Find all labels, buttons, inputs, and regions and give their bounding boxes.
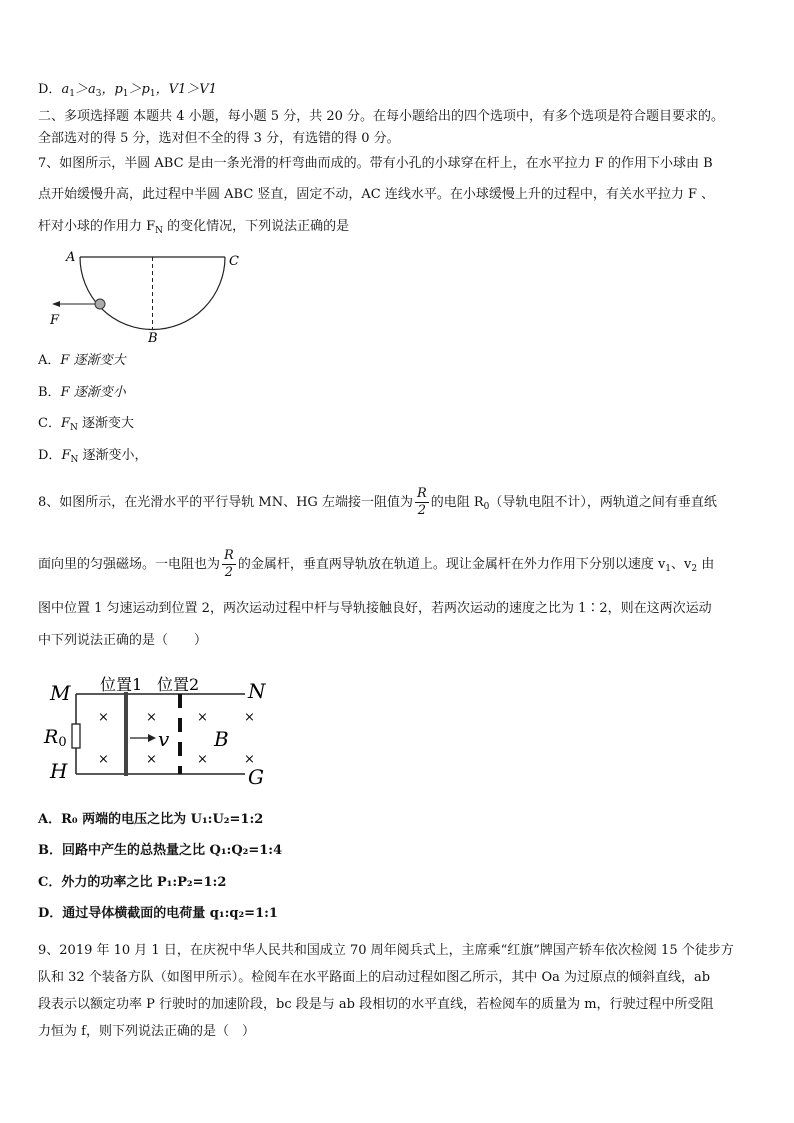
label-M: M bbox=[50, 681, 71, 705]
svg-text:×: × bbox=[197, 710, 208, 725]
label-B: B bbox=[214, 727, 229, 751]
q7-option-b: B．F 逐渐变小 bbox=[38, 385, 126, 400]
q8-option-c: C．外力的功率之比 P₁:P₂=1:2 bbox=[38, 875, 227, 890]
label-position2: 位置2 bbox=[157, 675, 200, 694]
label-F: F bbox=[50, 313, 60, 328]
label-v: v bbox=[158, 727, 170, 751]
label-B: B bbox=[148, 331, 158, 345]
metal-rod bbox=[124, 692, 128, 776]
svg-text:×: × bbox=[98, 752, 109, 767]
svg-text:×: × bbox=[146, 752, 157, 767]
q9-stem-line1: 9、2019 年 10 月 1 日，在庆祝中华人民共和国成立 70 周年阅兵式上，主席乘“红旗”牌国产轿车依次检阅 15 个徒步方 bbox=[38, 943, 734, 958]
svg-text:×: × bbox=[197, 752, 208, 767]
fraction-r-over-2: $\frac{R}{2}$ bbox=[224, 548, 234, 580]
svg-text:×: × bbox=[146, 710, 157, 725]
prev-option-d: D．$a_1>a_3$，$p_1>p_1$，V1＞V1 bbox=[38, 82, 217, 99]
q9-stem-line2: 队和 32 个装备方队（如图甲所示）。检阅车在水平路面上的启动过程如图乙所示，其中 Oa 为过原点的倾斜直线，ab bbox=[38, 970, 711, 985]
svg-text:×: × bbox=[244, 710, 255, 725]
label-r0: R0 bbox=[44, 726, 67, 750]
q8-stem-line4: 中下列说法正确的是（ ） bbox=[38, 633, 208, 648]
q8-stem-line3: 图中位置 1 匀速运动到位置 2，两次运动过程中杆与导轨接触良好，若两次运动的速度之比为 1∶2，则在这两次运动 bbox=[38, 601, 712, 616]
q7-option-d: D．$F_N$ 逐渐变小， bbox=[38, 448, 148, 465]
label-G: G bbox=[248, 765, 264, 789]
q8-option-b: B．回路中产生的总热量之比 Q₁:Q₂=1:4 bbox=[38, 843, 283, 858]
q8-stem-line2: 面向里的匀强磁场。一电阻也为 $\frac{R}{2}$ 的金属杆，垂直两导轨放在轨道上。现让金属杆在外力作用下分别以速度 $v_1$、$v_2$ 由 bbox=[38, 548, 715, 580]
q8-option-d: D．通过导体横截面的电荷量 q₁:q₂=1:1 bbox=[38, 906, 278, 921]
q8-rail-figure bbox=[40, 668, 280, 790]
q9-stem-line4: 力恒为 f，则下列说法正确的是（ ） bbox=[38, 1024, 255, 1039]
q7-stem-line2: 点开始缓慢升高，此过程中半圆 ABC 竖直，固定不动，AC 连线水平。在小球缓慢上升的过程中，有关水平拉力 F 、 bbox=[38, 187, 715, 202]
resistor-r0 bbox=[72, 724, 80, 748]
section2-line1: 二、多项选择题 本题共 4 小题，每小题 5 分，共 20 分。在每小题给出的四个选项中，有多个选项是符合题目要求的。 bbox=[38, 109, 725, 124]
svg-text:×: × bbox=[244, 752, 255, 767]
q7-stem-line1: 7、如图所示，半圆 ABC 是由一条光滑的杆弯曲而成的。带有小孔的小球穿在杆上，在水平拉力 F 的作用下小球由 B bbox=[38, 156, 713, 171]
label-A: A bbox=[66, 250, 76, 265]
fraction-r-over-2: $\frac{R}{2}$ bbox=[416, 486, 427, 518]
q7-option-c: C．$F_N$ 逐渐变大 bbox=[38, 416, 134, 433]
q9-stem-line3: 段表示以额定功率 P 行驶时的加速阶段，bc 段是与 ab 段相切的水平直线，若检阅车的质量为 m，行驶过程中所受阻 bbox=[38, 997, 714, 1012]
svg-text:×: × bbox=[98, 710, 109, 725]
q8-stem-line1: 8、如图所示，在光滑水平的平行导轨 MN、HG 左端接一阻值为 $\frac{R}{2}$ 的电阻 $R_0$（导轨电阻不计），两轨道之间有垂直纸 bbox=[38, 486, 717, 518]
section2-line2: 全部选对的得 5 分，选对但不全的得 3 分，有选错的得 0 分。 bbox=[38, 131, 400, 146]
label-position1: 位置1 bbox=[100, 675, 143, 694]
q7-semicircle-figure bbox=[40, 245, 250, 345]
label-N: N bbox=[248, 679, 266, 703]
q7-stem-line3: 杆对小球的作用力 $F_N$ 的变化情况，下列说法正确的是 bbox=[38, 219, 350, 236]
q8-option-a: A．R₀ 两端的电压之比为 U₁:U₂=1:2 bbox=[38, 812, 264, 827]
label-C: C bbox=[229, 254, 239, 269]
q7-option-a: A．F 逐渐变大 bbox=[38, 353, 126, 368]
ball bbox=[95, 299, 105, 309]
label-H: H bbox=[50, 759, 68, 783]
